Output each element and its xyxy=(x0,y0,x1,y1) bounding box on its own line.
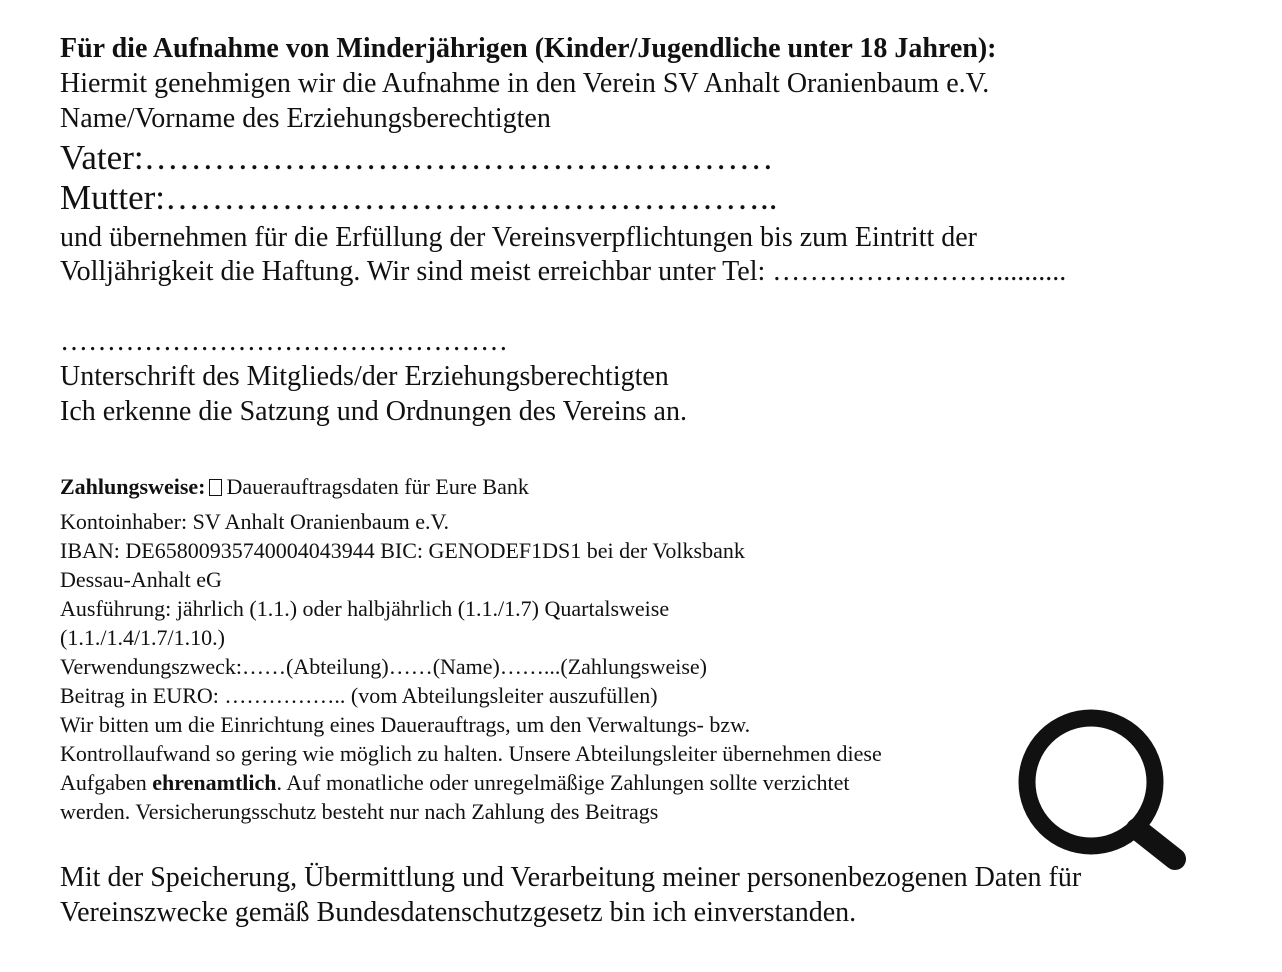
minors-heading: Für die Aufnahme von Minderjährigen (Kinder/Jugendliche unter 18 Jahren): xyxy=(60,33,997,64)
execution-line-1: Ausführung: jährlich (1.1.) oder halbjährlich (1.1./1.7) Quartalsweise xyxy=(60,596,670,621)
magnifier-icon[interactable] xyxy=(1010,702,1200,892)
magnifier-svg xyxy=(1010,702,1200,892)
iban-line: IBAN: DE65800935740004043944 BIC: GENODEF1DS1 bei der Volksbank xyxy=(60,538,745,563)
request-line-3-post: . Auf monatliche oder unregelmäßige Zahlungen sollte verzichtet xyxy=(276,770,850,795)
liability-line-1: und übernehmen für die Erfüllung der Vereinsverpflichtungen bis zum Eintritt der xyxy=(60,222,977,253)
payment-heading-rest: Dauerauftragsdaten für Eure Bank xyxy=(226,474,529,499)
request-line-4: werden. Versicherungsschutz besteht nur nach Zahlung des Beitrags xyxy=(60,799,659,824)
approval-line: Hiermit genehmigen wir die Aufnahme in den Verein SV Anhalt Oranienbaum e.V. xyxy=(60,68,990,99)
privacy-line-2: Vereinszwecke gemäß Bundesdatenschutzgesetz bin ich einverstanden. xyxy=(60,897,857,928)
signature-label: Unterschrift des Mitglieds/der Erziehungsberechtigten xyxy=(60,361,669,392)
liability-line-2: Volljährigkeit die Haftung. Wir sind meist erreichbar unter Tel: …………………….......... xyxy=(60,256,1067,287)
honorary-emphasis: ehrenamtlich xyxy=(152,770,277,795)
statutes-line: Ich erkenne die Satzung und Ordnungen des Vereins an. xyxy=(60,396,687,427)
payment-heading-label: Zahlungsweise: xyxy=(60,474,206,499)
account-holder: Kontoinhaber: SV Anhalt Oranienbaum e.V. xyxy=(60,509,450,534)
bank-line: Dessau-Anhalt eG xyxy=(60,567,222,592)
mother-field[interactable]: Mutter:…………………………………………….. xyxy=(60,178,778,217)
privacy-line-1: Mit der Speicherung, Übermittlung und Verarbeitung meiner personenbezogenen Daten für xyxy=(60,862,1082,893)
purpose-line: Verwendungszweck:……(Abteilung)……(Name)……...(Zahlungsweise) xyxy=(60,654,707,679)
standing-order-checkbox[interactable] xyxy=(209,479,222,496)
request-line-3 xyxy=(60,770,850,796)
request-line-2: Kontrollaufwand so gering wie möglich zu halten. Unsere Abteilungsleiter übernehmen diese xyxy=(60,741,882,766)
payment-heading xyxy=(60,474,529,500)
execution-line-2: (1.1./1.4/1.7/1.10.) xyxy=(60,625,225,650)
guardian-label: Name/Vorname des Erziehungsberechtigten xyxy=(60,103,551,134)
signature-dots[interactable]: ………………………………………… xyxy=(60,326,508,357)
fee-line: Beitrag in EURO: …………….. (vom Abteilungsleiter auszufüllen) xyxy=(60,683,658,708)
request-line-3-pre: Aufgaben xyxy=(60,770,153,795)
request-line-1: Wir bitten um die Einrichtung eines Dauerauftrags, um den Verwaltungs- bzw. xyxy=(60,712,751,737)
father-field[interactable]: Vater:……………………………………………… xyxy=(60,138,774,177)
